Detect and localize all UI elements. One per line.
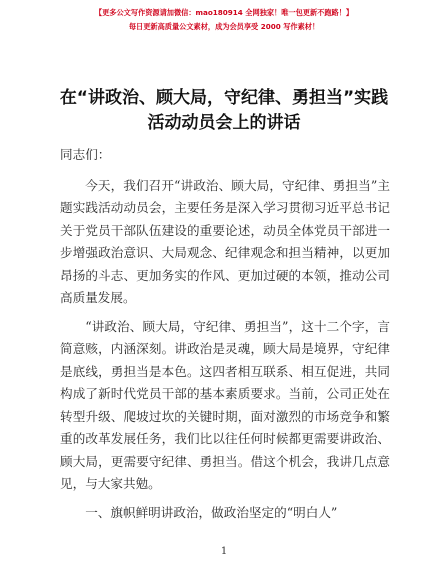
document-title-line2: 活动动员会上的讲话	[147, 113, 301, 133]
promo-banner-line1: 【更多公文写作资源请加微信：mao180914 全网独家！唯一包更新不跑路！】	[94, 8, 354, 17]
document-title-line1: 在“讲政治、顾大局，守纪律、勇担当”实践	[59, 88, 389, 108]
paragraph-1: 今天，我们召开“讲政治、顾大局，守纪律、勇担当”主题实践活动动员会，主要任务是深入学习贯彻习近平总书记关于党员干部队伍建设的重要论述，动员全体党员干部进一步增强政治意识、大局观念、纪律观念和担当精神，以更加昂扬的斗志、更加务实的作风、更加过硬的本领，推动公司高质量发展。	[60, 177, 390, 305]
promo-banner-line2: 每日更新高质量公文素材，成为会员享受 2000 写作素材！	[128, 22, 320, 31]
page-number: 1	[220, 546, 228, 557]
document-body	[60, 144, 390, 524]
promo-banner	[0, 6, 448, 34]
salutation: 同志们：	[60, 147, 111, 162]
document-title	[30, 86, 418, 136]
section-heading-1: 一、旗帜鲜明讲政治，做政治坚定的“明白人”	[85, 504, 338, 520]
paragraph-2: “讲政治、顾大局，守纪律、勇担当”，这十二个字，言简意赅，内涵深刻。讲政治是灵魂，顾大局是境界，守纪律是底线，勇担当是本色。这四者相互联系、相互促进，共同构成了新时代党员干部的基本素质要求。当前，公司正处在转型升级、爬坡过坎的关键时期，面对激烈的市场竞争和繁重的改革发展任务，我们比以往任何时候都更需要讲政治、顾大局，更需要守纪律、勇担当。借这个机会，我讲几点意见，与大家共勉。	[60, 318, 390, 491]
